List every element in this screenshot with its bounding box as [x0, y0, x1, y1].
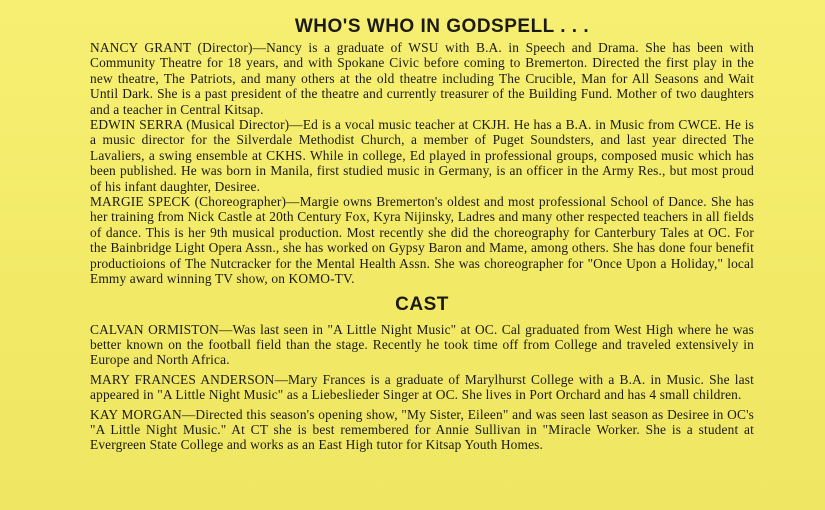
bio-paragraph [90, 322, 754, 368]
bio-paragraph [90, 117, 754, 194]
bio-text: —Mary Frances is a graduate of Marylhurst College with a B.A. in Music. She last appeared in "A Little Night Music" as a Liebeslieder Singer at OC. She lives in Port Orchard and has 4 small children. [90, 371, 754, 403]
bio-name: MARGIE SPECK [90, 194, 191, 210]
cast-heading: CAST [395, 293, 449, 315]
bio-name: MARY FRANCES ANDERSON [90, 371, 275, 387]
whos-who-heading: WHO'S WHO IN GODSPELL . . . [294, 16, 590, 37]
staff-section [90, 40, 754, 287]
bio-text: (Director)—Nancy is a graduate of WSU with B.A. in Speech and Drama. She has been with Community Theatre for 18 years, and with Spokane Civic before coming to Bremerton. Directed the first play in the new theatre, The Patriots, and many others at the old theatre including The Crucible, Man for All Seasons and Wait Until Dark. She is a past president of the theatre and currently treasurer of the Building Fund. Mother of two daughters and a teacher in Central Kitsap. [90, 40, 754, 117]
bio-name: NANCY GRANT [90, 40, 192, 55]
bio-name: CALVAN ORMISTON [90, 321, 219, 337]
program-content [90, 14, 754, 457]
bio-name: EDWIN SERRA [90, 117, 183, 133]
bio-text: —Directed this season's opening show, "My Sister, Eileen" and was seen last season as Desiree in OC's "A Little Night Music." At CT she is best remembered for Annie Sullivan in "Miracle Worker. She is a student at Evergreen State College and works as an East High tutor for Kitsap Youth Homes. [90, 406, 754, 453]
bio-paragraph [90, 372, 754, 403]
bio-paragraph [90, 407, 754, 453]
bio-paragraph [90, 194, 754, 286]
bio-text: —Was last seen in "A Little Night Music" at OC. Cal graduated from West High where he was better known on the football field than the stage. Recently he took time off from College and traveled extensively in Europe and North Africa. [90, 321, 754, 368]
bio-text: (Choreographer)—Margie owns Bremerton's oldest and most professional School of Dance. She has her training from Nick Castle at 20th Century Fox, Kyra Nijinsky, Ladres and many other respected teachers in all fields of dance. This is her 9th musical production. Most recently she did the choreography for Canterbury Tales at OC. For the Bainbridge Light Opera Assn., she has worked on Gypsy Baron and Mame, among others. She has done four benefit productioions of The Nutcracker for the Mental Health Assn. She was choreographer for "Once Upon a Holiday," local Emmy award winning TV show, on KOMO-TV. [90, 194, 755, 287]
bio-name: KAY MORGAN [90, 406, 182, 422]
bio-paragraph [90, 40, 754, 117]
cast-section [90, 322, 754, 453]
bio-text: (Musical Director)—Ed is a vocal music teacher at CKJH. He has a B.A. in Music from CWCE. He is a music director for the Silverdale Methodist Church, a member of Puget Soundsters, and last year directed The Lavaliers, a swing ensemble at CKHS. While in college, Ed played in professional groups, composed music which has been published. He was born in Manila, first studied music in Germany, is an officer in the Army Res., but most proud of his infant daughter, Desiree. [90, 117, 754, 194]
